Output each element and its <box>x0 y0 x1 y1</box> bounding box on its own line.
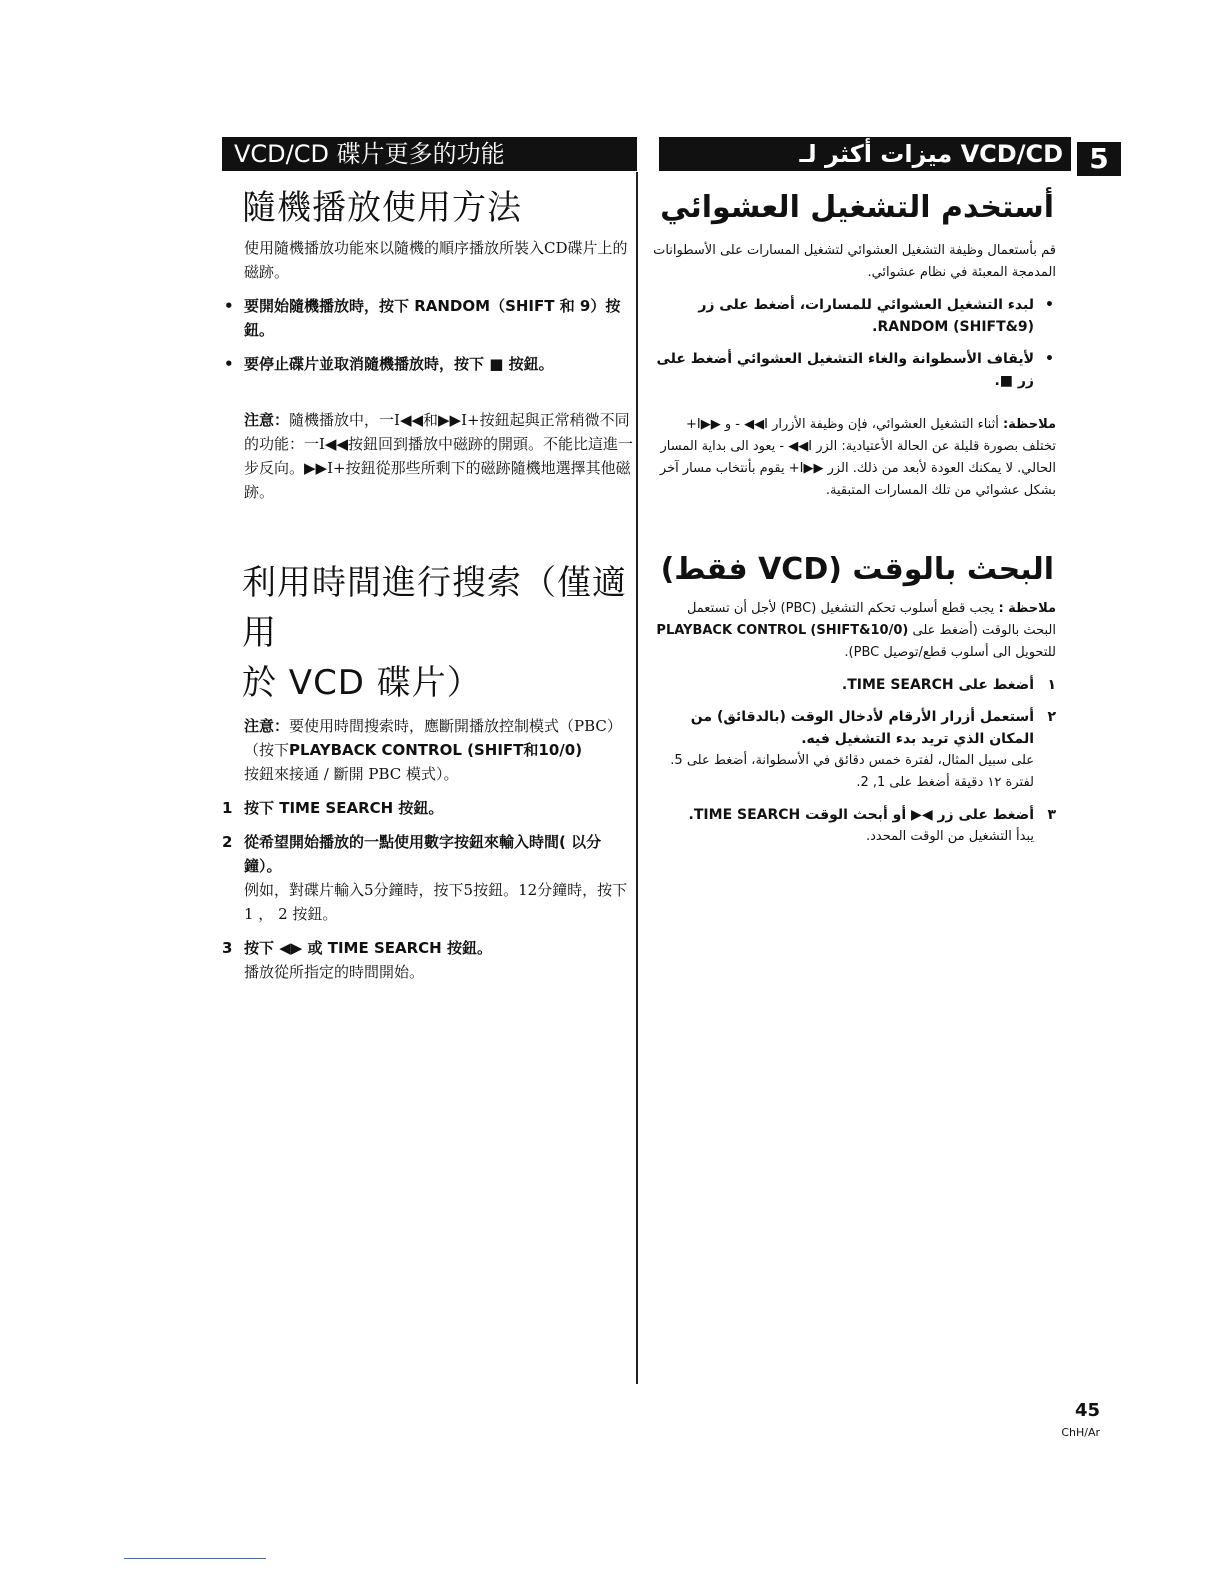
step-number: ١ <box>1047 677 1056 693</box>
time-note-bold-a-ar: PLAYBACK CONTROL <box>656 623 807 638</box>
step-text: أضغط على TIME SEARCH. <box>841 677 1034 693</box>
time-search-heading-line1: 利用時間進行搜索（僅適用 <box>242 563 627 653</box>
random-stop-text-ar: لأيقاف الأسطوانة والغاء التشغيل العشوائي أضغط على زر ■. <box>656 351 1034 389</box>
random-play-heading: 隨機播放使用方法 <box>242 188 522 228</box>
note-text-ar: أثناء التشغيل العشوائي، فإن وظيفة الأزرار I◀◀ - و ▶▶I+ تختلف بصورة قليلة عن الحالة الأعتيادية: الزر I◀◀ - يعود الى بداية المسار الحالي. لا يمكنك العودة لأبعد من ذلك. الزر ▶▶I+ يقوم بأنتخاب مسار آخر بشكل عشوائي من تلك المسارات المتبقية. <box>659 417 1056 498</box>
time-step-1 <box>222 796 634 820</box>
random-stop-text: 要停止碟片並取消隨機播放時，按下 ■ 按鈕。 <box>244 355 554 373</box>
random-play-heading-ar: أستخدم التشغيل العشوائي <box>660 190 1054 225</box>
time-search-heading-line2: 於 VCD 碟片） <box>242 663 482 703</box>
arabic-column <box>652 180 1056 848</box>
step-text: 按下 TIME SEARCH 按鈕。 <box>244 799 444 817</box>
step-number: ٢ <box>1047 709 1056 725</box>
time-step-2-ar <box>652 706 1056 750</box>
chapter-number: 5 <box>1077 142 1121 176</box>
time-step-3-ar <box>652 804 1056 826</box>
random-play-note-ar <box>652 414 1056 502</box>
step-number: 3 <box>222 939 233 957</box>
note-label: 注意： <box>244 411 290 429</box>
time-note-label-ar: ملاحظة : <box>998 601 1056 616</box>
step-text: أستعمل أزرار الأرقام لأدخال الوقت (بالدقائق) من المكان الذي تريد بدء التشغيل فيه. <box>690 709 1034 747</box>
random-start-bullet-ar: • لبدء التشغيل العشوائي للمسارات، أضغط على زر RANDOM (SHIFT&9). <box>698 297 1054 335</box>
time-step-2-example-ar: على سبيل المثال، لفترة خمس دقائق في الأسطوانة، أضغط على 5. لفترة ١٢ دقيقة أضغط على 1, 2. <box>670 753 1034 790</box>
time-step-1-ar <box>652 674 1056 696</box>
time-note-text-a: 要使用時間搜索時，應斷開播放控制模式（PBC）（按下 <box>244 717 622 759</box>
step-text: أضغط على زر ◀▶ أو أبحث الوقت TIME SEARCH. <box>688 807 1034 823</box>
time-search-heading-ar: البحث بالوقت (VCD فقط) <box>660 552 1054 587</box>
language-code: ChH/Ar <box>1061 1426 1100 1439</box>
time-step-2 <box>222 830 634 878</box>
note-text: 隨機播放中，一I◀◀和▶▶I+按鈕起與正常稍微不同的功能：一I◀◀按鈕回到播放中磁跡的開頭。不能比這進一步反向。▶▶I+按鈕從那些所剩下的磁跡隨機地選擇其他磁跡。 <box>244 411 633 501</box>
page-number: 45 <box>1074 1400 1100 1421</box>
step-number: 2 <box>222 833 233 851</box>
left-section-header: VCD/CD 碟片更多的功能 <box>222 137 637 171</box>
time-note-text-a-ar: يجب قطع أسلوب تحكم التشغيل (PBC) لأجل أن تستعمل البحث بالوقت (أضغط على <box>686 601 1056 638</box>
random-play-intro-ar: قم بأستعمال وظيفة التشغيل العشوائي لتشغيل المسارات على الأسطوانات المدمجة المعبئة في نظام عشوائي. <box>653 243 1056 280</box>
random-start-text: 要開始隨機播放時，按下 RANDOM（SHIFT 和 9）按鈕。 <box>244 297 621 339</box>
random-start-text-ar: لبدء التشغيل العشوائي للمسارات، أضغط على زر RANDOM (SHIFT&9). <box>698 297 1034 335</box>
time-step-3-result-ar: يبدأ التشغيل من الوقت المحدد. <box>866 829 1034 844</box>
time-note-text-b-ar: للتحويل الى أسلوب قطع/توصيل PBC). <box>844 645 1056 660</box>
time-note-bold: PLAYBACK CONTROL (SHIFT和10/0) <box>289 741 583 759</box>
step-number: 1 <box>222 799 233 817</box>
time-step-3 <box>222 936 634 960</box>
step-number: ٣ <box>1047 807 1056 823</box>
random-play-note <box>244 408 634 504</box>
random-play-intro: 使用隨機播放功能來以隨機的順序播放所裝入CD碟片上的磁跡。 <box>244 239 628 281</box>
random-stop-bullet-ar: • لأيقاف الأسطوانة والغاء التشغيل العشوائي أضغط على زر ■. <box>656 351 1054 389</box>
note-label-ar: ملاحظة: <box>1002 417 1056 432</box>
time-note-text-b: 按鈕來接通 / 斷開 PBC 模式）。 <box>244 765 459 783</box>
time-step-2-example: 例如，對碟片輸入5分鐘時，按下5按鈕。12分鐘時，按下1 ， 2 按鈕。 <box>244 881 628 923</box>
footer-rule <box>124 1558 266 1559</box>
time-step-3-result: 播放從所指定的時間開始。 <box>244 963 425 981</box>
right-section-header: ميزات أكثر لـ VCD/CD <box>659 137 1071 171</box>
time-search-note <box>244 714 634 786</box>
step-text: 從希望開始播放的一點使用數字按鈕來輸入時間( 以分鐘）。 <box>244 833 602 875</box>
time-search-note-ar <box>652 598 1056 664</box>
time-note-label: 注意： <box>244 717 290 735</box>
column-divider <box>636 172 638 1384</box>
random-start-bullet: • 要開始隨機播放時，按下 RANDOM（SHIFT 和 9）按鈕。 <box>224 297 621 339</box>
step-text: 按下 ◀▶ 或 TIME SEARCH 按鈕。 <box>244 939 492 957</box>
random-stop-bullet: • 要停止碟片並取消隨機播放時，按下 ■ 按鈕。 <box>224 355 554 373</box>
time-note-bold-b-ar: (SHIFT&10/0) <box>810 623 909 638</box>
time-search-heading <box>242 558 634 708</box>
chinese-column <box>222 180 634 984</box>
